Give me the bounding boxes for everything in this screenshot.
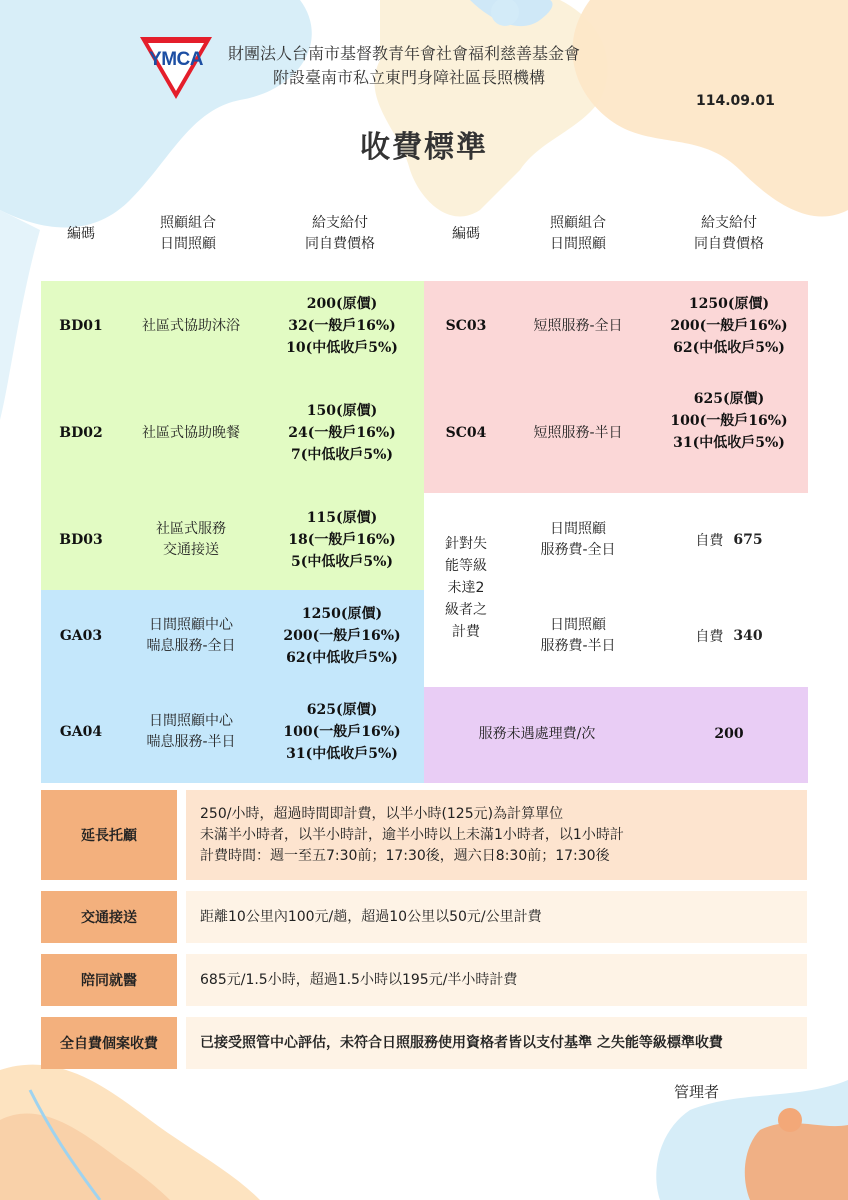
header-price-left: 給支給付 同自費價格 xyxy=(305,215,375,252)
code-sc04: SC04 xyxy=(445,425,487,441)
self-pay-service-half-day: 日間照顧 服務費-半日 xyxy=(540,617,616,654)
effective-date: 114.09.01 xyxy=(696,93,775,109)
service-sc03: 短照服務-全日 xyxy=(533,317,623,334)
service-ga04: 日間照顧中心 喘息服務-半日 xyxy=(146,713,236,750)
self-pay-price-half-day: 自費 340 xyxy=(695,628,763,645)
price-ga04: 625(原價) 100(一般戶16%) 31(中低收戶5%) xyxy=(283,702,401,762)
price-sc04: 625(原價) 100(一般戶16%) 31(中低收戶5%) xyxy=(670,391,788,451)
code-ga03: GA03 xyxy=(59,628,103,644)
service-sc04: 短照服務-半日 xyxy=(533,424,623,441)
header-code-left: 編碼 xyxy=(67,225,95,242)
service-bd03: 社區式服務 交通接送 xyxy=(156,521,226,558)
price-sc03: 1250(原價) 200(一般戶16%) 62(中低收戶5%) xyxy=(670,296,788,356)
code-bd01: BD01 xyxy=(59,318,103,334)
organization-subname: 附設臺南市私立東門身障社區長照機構 xyxy=(273,68,546,87)
manager-signature-label: 管理者 xyxy=(674,1083,720,1101)
unattended-fee-value: 200 xyxy=(714,726,744,742)
price-bd03: 115(原價) 18(一般戶16%) 5(中低收戶5%) xyxy=(288,510,396,570)
self-pay-target-label: 針對失 能等級 未達2 級者之 計費 xyxy=(445,536,487,640)
fee-label-medical-escort: 陪同就醫 xyxy=(41,954,177,1006)
organization-name: 財團法人台南市基督教青年會社會福利慈善基金會 xyxy=(228,44,581,63)
code-sc03: SC03 xyxy=(445,318,487,334)
fee-label-self-pay-case: 全自費個案收費 xyxy=(41,1017,177,1069)
self-pay-price-full-day: 自費 675 xyxy=(695,532,763,549)
code-bd03: BD03 xyxy=(59,532,103,548)
header-price-right: 給支給付 同自費價格 xyxy=(694,215,764,252)
code-bd02: BD02 xyxy=(59,425,103,441)
header-code-right: 編碼 xyxy=(452,225,480,242)
self-pay-service-full-day: 日間照顧 服務費-全日 xyxy=(540,521,616,558)
unattended-fee-label: 服務未遇處理費/次 xyxy=(478,725,596,742)
ymca-logo xyxy=(138,35,214,101)
header-service-left: 照顧組合 日間照顧 xyxy=(160,215,216,252)
service-bd01: 社區式協助沐浴 xyxy=(142,317,240,334)
fee-label-extended-care: 延長托顧 xyxy=(41,790,177,880)
service-bd02: 社區式協助晚餐 xyxy=(142,424,240,441)
fee-label-transport: 交通接送 xyxy=(41,891,177,943)
header-service-right: 照顧組合 日間照顧 xyxy=(550,215,606,252)
ymca-logo-text: YMCA xyxy=(149,49,203,70)
fee-desc-transport: 距離10公里內100元/趟，超過10公里以50元/公里計費 xyxy=(186,891,807,943)
fee-desc-extended-care: 250/小時，超過時間即計費，以半小時(125元)為計算單位 未滿半小時者，以半小時計，逾半小時以上未滿1小時者，以1小時計 計費時間：週一至五7:30前；17:30後，週六日8:30前；17:30後 xyxy=(186,790,807,880)
fee-desc-medical-escort: 685元/1.5小時，超過1.5小時以195元/半小時計費 xyxy=(186,954,807,1006)
fee-desc-self-pay-case: 已接受照管中心評估，未符合日照服務使用資格者皆以支付基準 之失能等級標準收費 xyxy=(186,1017,807,1069)
code-ga04: GA04 xyxy=(59,724,103,740)
page-title: 收費標準 xyxy=(360,130,488,165)
service-ga03: 日間照顧中心 喘息服務-全日 xyxy=(146,617,236,654)
price-bd02: 150(原價) 24(一般戶16%) 7(中低收戶5%) xyxy=(288,403,396,463)
price-ga03: 1250(原價) 200(一般戶16%) 62(中低收戶5%) xyxy=(283,606,401,666)
price-bd01: 200(原價) 32(一般戶16%) 10(中低收戶5%) xyxy=(286,296,398,356)
